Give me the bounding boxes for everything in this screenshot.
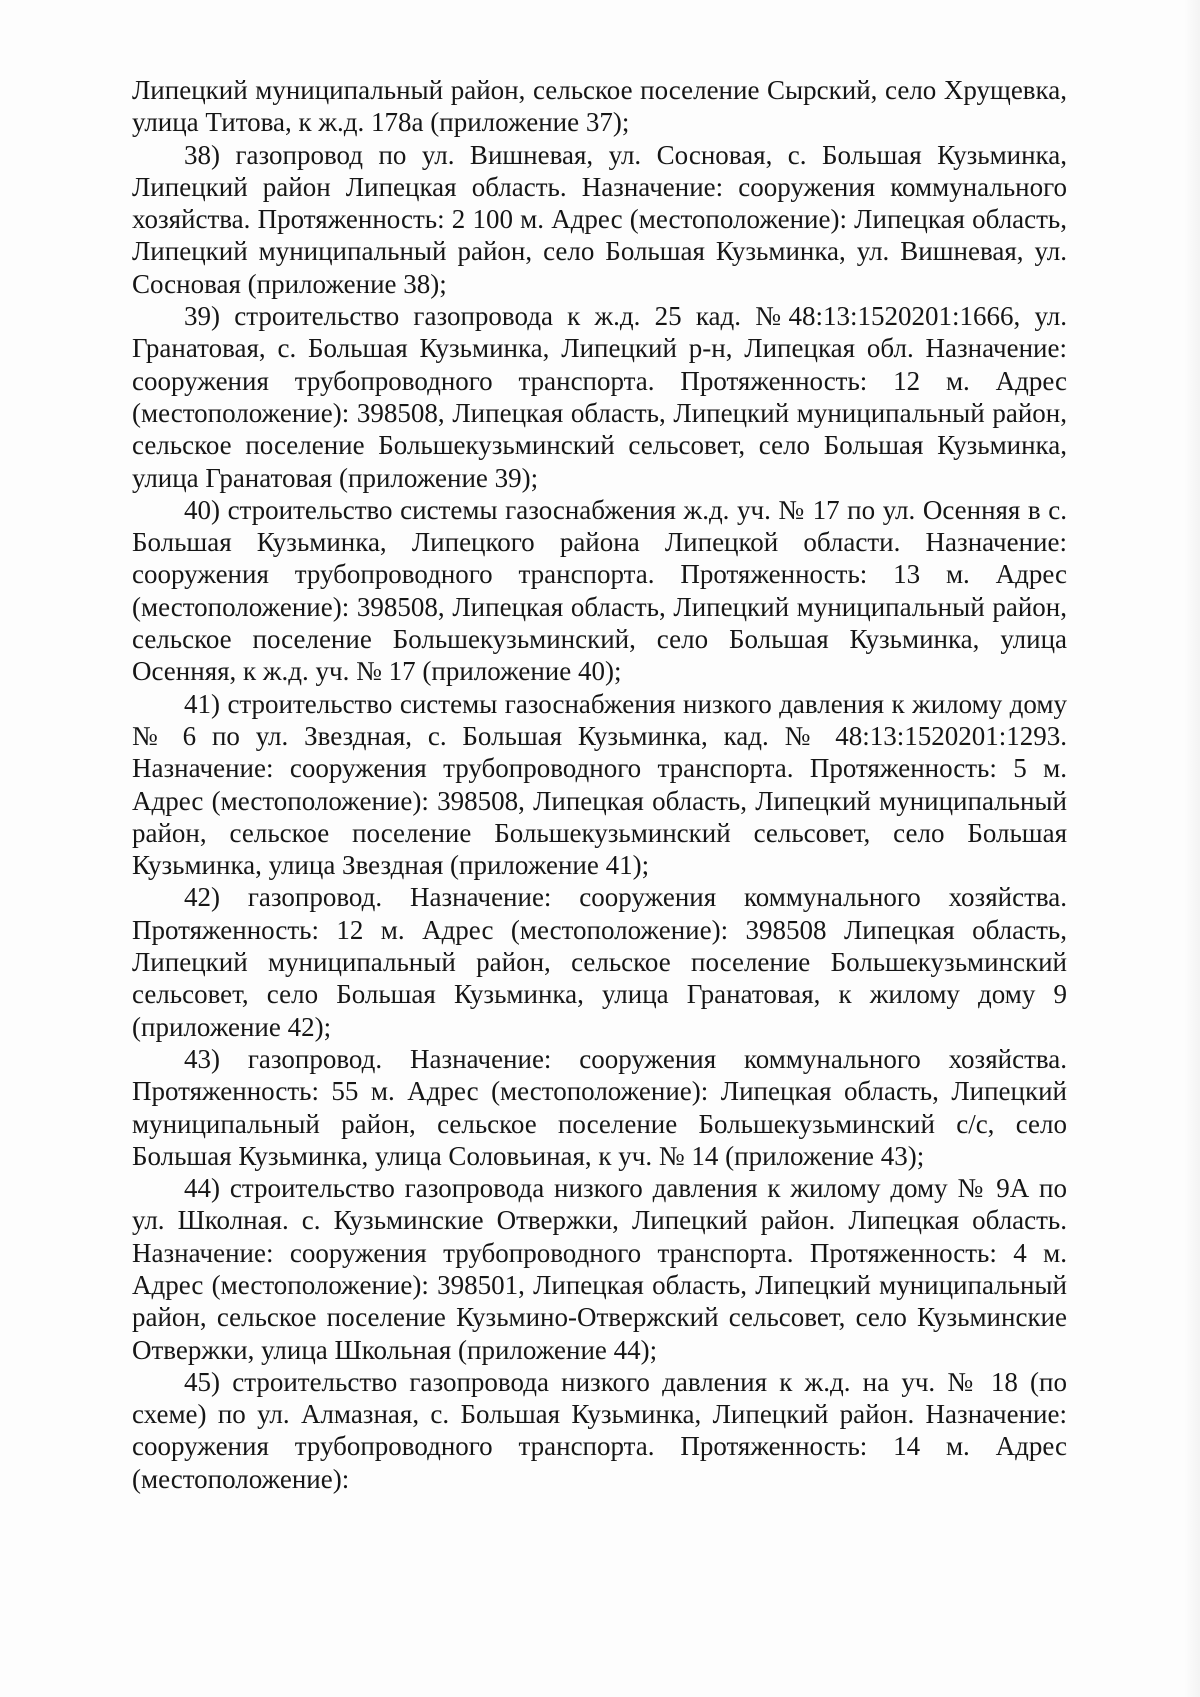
list-item-44: 44) строительство газопровода низкого давления к жилому дому № 9А по ул. Школная. с. Кузьминские Отвержки, Липецкий район. Липецкая область. Назначение: сооружения трубопроводного транспорта. Протяженность: 4 м. Адрес (местоположение): 398501, Липецкая область, Липецкий муниципальный район, сельское поселение Кузьмино-Отвержский сельсовет, село Кузьминские Отвержки, улица Школьная (приложение 44);	[132, 1173, 1067, 1365]
continuation-paragraph: Липецкий муниципальный район, сельское поселение Сырский, село Хрущевка, улица Титова, к ж.д. 178а (приложение 37);	[132, 75, 1067, 138]
list-item-41: 41) строительство системы газоснабжения низкого давления к жилому дому № 6 по ул. Звездная, с. Большая Кузьминка, кад. № 48:13:1520201:1293. Назначение: сооружения трубопроводного транспорта. Протяженность: 5 м. Адрес (местоположение): 398508, Липецкая область, Липецкий муниципальный район, сельское поселение Большекузьминский сельсовет, село Большая Кузьминка, улица Звездная (приложение 41);	[132, 688, 1067, 881]
list-item-43: 43) газопровод. Назначение: сооружения коммунального хозяйства. Протяженность: 55 м. Адрес (местоположение): Липецкая область, Липецкий муниципальный район, сельское поселение Большекузьминский с/с, село Большая Кузьминка, улица Соловьиная, к уч. № 14 (приложение 43);	[132, 1043, 1067, 1171]
list-item-38: 38) газопровод по ул. Вишневая, ул. Сосновая, с. Большая Кузьминка, Липецкий район Липецкая область. Назначение: сооружения коммунального хозяйства. Протяженность: 2 100 м. Адрес (местоположение): Липецкая область, Липецкий муниципальный район, село Большая Кузьминка, ул. Вишневая, ул. Сосновая (приложение 38);	[132, 139, 1067, 299]
list-item-39: 39) строительство газопровода к ж.д. 25 кад. №48:13:1520201:1666, ул. Гранатовая, с. Большая Кузьминка, Липецкий р-н, Липецкая обл. Назначение: сооружения трубопроводного транспорта. Протяженность: 12 м. Адрес (местоположение): 398508, Липецкая область, Липецкий муниципальный район, сельское поселение Большекузьминский сельсовет, село Большая Кузьминка, улица Гранатовая (приложение 39);	[132, 301, 1067, 493]
list-item-45: 45) строительство газопровода низкого давления к ж.д. на уч. № 18 (по схеме) по ул. Алмазная, с. Большая Кузьминка, Липецкий район. Назначение: сооружения трубопроводного транспорта. Протяженность: 14 м. Адрес (местоположение):	[132, 1366, 1067, 1494]
list-item-42: 42) газопровод. Назначение: сооружения коммунального хозяйства. Протяженность: 12 м. Адрес (местоположение): 398508 Липецкая область, Липецкий муниципальный район, сельское поселение Большекузьминский сельсовет, село Большая Кузьминка, улица Гранатовая, к жилому дому 9 (приложение 42);	[132, 882, 1067, 1042]
scan-edge-shadow	[1184, 0, 1200, 1697]
list-item-40: 40) строительство системы газоснабжения ж.д. уч. № 17 по ул. Осенняя в с. Большая Кузьминка, Липецкого района Липецкой области. Назначение: сооружения трубопроводного транспорта. Протяженность: 13 м. Адрес (местоположение): 398508, Липецкая область, Липецкий муниципальный район, сельское поселение Большекузьминский, село Большая Кузьминка, улица Осенняя, к ж.д. уч. № 17 (приложение 40);	[132, 494, 1067, 687]
document-body	[132, 74, 1067, 1495]
